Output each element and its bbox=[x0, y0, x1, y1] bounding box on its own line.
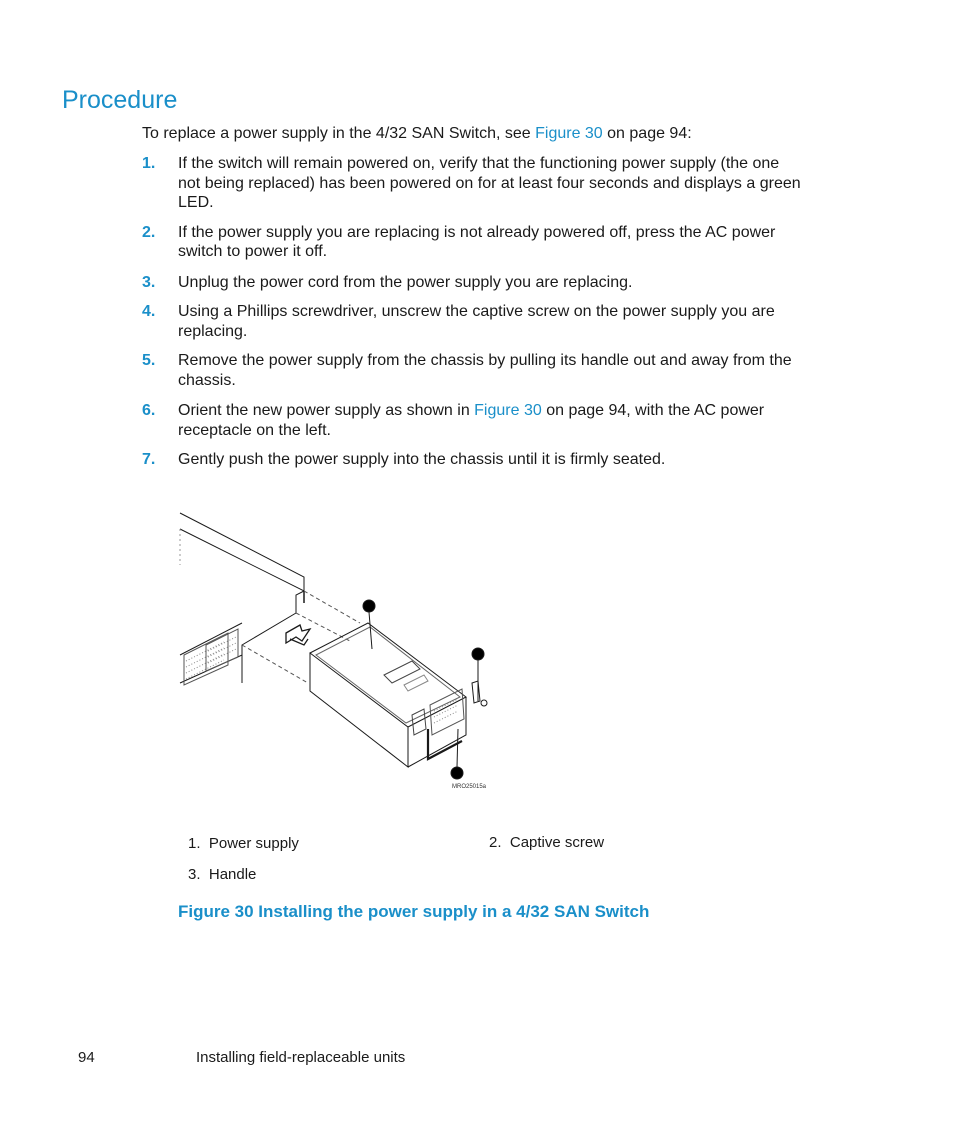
intro-paragraph bbox=[142, 124, 802, 144]
intro-text-before: To replace a power supply in the 4/32 SAN Switch, see bbox=[142, 125, 536, 142]
legend-item-3 bbox=[188, 866, 256, 883]
step-number: 2. bbox=[142, 223, 156, 241]
power-supply-unit bbox=[310, 623, 487, 767]
step-number: 7. bbox=[142, 451, 156, 468]
callout-markers bbox=[363, 600, 484, 779]
page-number: 94 bbox=[78, 1049, 95, 1066]
insertion-guides bbox=[242, 591, 360, 683]
step-4 bbox=[142, 302, 802, 341]
legend-item-1 bbox=[188, 835, 299, 852]
power-supply-illustration bbox=[172, 505, 502, 805]
footer-title: Installing field-replaceable units bbox=[196, 1049, 406, 1066]
legend-number: 1. bbox=[188, 835, 201, 852]
step-7 bbox=[142, 450, 802, 470]
figure-caption: Figure 30 Installing the power supply in a 4/32 SAN Switch bbox=[178, 902, 650, 921]
step-text: Unplug the power cord from the power supply you are replacing. bbox=[178, 273, 633, 291]
figure-code: MRO25015a bbox=[452, 784, 487, 790]
intro-text-after: on page 94: bbox=[602, 125, 692, 142]
section-heading: Procedure bbox=[62, 86, 178, 114]
figure-30-link[interactable]: Figure 30 bbox=[535, 125, 603, 142]
legend-label: Captive screw bbox=[509, 834, 605, 851]
step-text: Gently push the power supply into the chassis until it is firmly seated. bbox=[178, 451, 666, 468]
legend-label: Handle bbox=[208, 866, 257, 883]
insert-direction-arrow-icon bbox=[286, 625, 310, 645]
step-number: 1. bbox=[142, 155, 156, 172]
step-6 bbox=[142, 401, 802, 440]
figure-30-link[interactable]: Figure 30 bbox=[474, 402, 542, 419]
step-text-before: Orient the new power supply as shown in bbox=[178, 402, 475, 419]
procedure-steps bbox=[142, 154, 802, 470]
legend-number: 2. bbox=[489, 834, 502, 851]
step-text-after: on page 94, with the AC power receptacle on the left. bbox=[178, 402, 765, 439]
step-text: Remove the power supply from the chassis by pulling its handle out and away from the chassis. bbox=[178, 352, 792, 389]
legend-label: Power supply bbox=[208, 835, 299, 852]
switch-chassis bbox=[180, 513, 304, 685]
step-number: 3. bbox=[142, 273, 156, 291]
step-text: Using a Phillips screwdriver, unscrew the captive screw on the power supply you are replacing. bbox=[178, 303, 775, 340]
step-number: 6. bbox=[142, 402, 156, 419]
legend-item-2 bbox=[489, 834, 604, 851]
step-text: If the switch will remain powered on, verify that the functioning power supply (the one not being replaced) has been powered on for at least four seconds and displays a green LED. bbox=[178, 155, 801, 211]
legend-number: 3. bbox=[188, 866, 201, 883]
step-1 bbox=[142, 154, 802, 213]
step-3 bbox=[142, 273, 802, 293]
step-text: If the power supply you are replacing is not already powered off, press the AC power switch to power it off. bbox=[178, 223, 776, 260]
step-5 bbox=[142, 351, 802, 390]
step-number: 5. bbox=[142, 352, 156, 369]
step-2 bbox=[142, 223, 802, 262]
step-number: 4. bbox=[142, 303, 156, 320]
